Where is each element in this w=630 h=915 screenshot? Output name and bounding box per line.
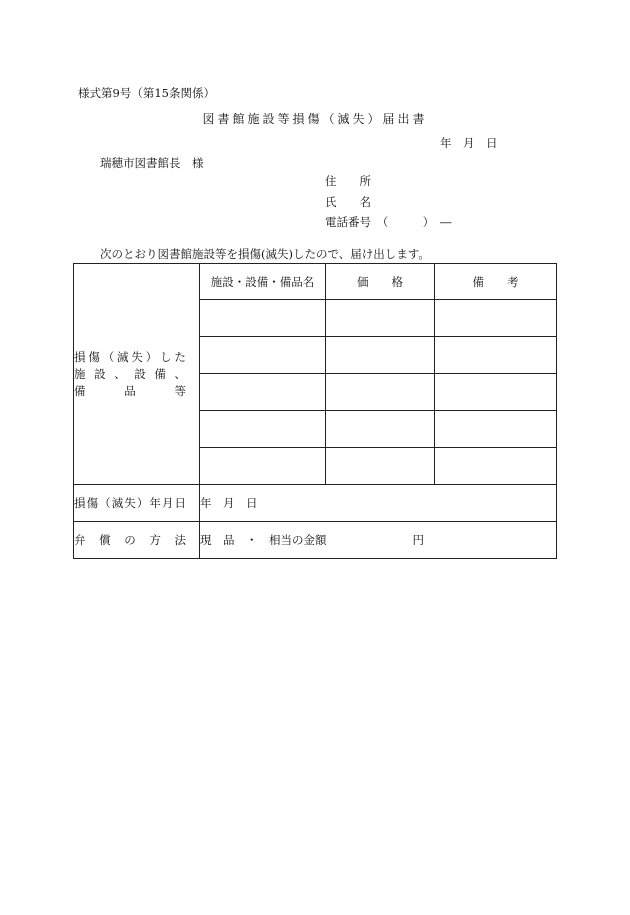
item-price-cell[interactable] xyxy=(326,411,435,448)
label-char: 備 xyxy=(74,383,86,398)
item-name-cell[interactable] xyxy=(200,337,326,374)
item-note-cell[interactable] xyxy=(435,337,557,374)
label-char: 失 xyxy=(124,495,136,510)
label-char: 傷 xyxy=(88,349,100,364)
damaged-label-line3 xyxy=(74,383,186,400)
damaged-label-line2 xyxy=(74,366,186,383)
label-char: 滅 xyxy=(117,349,129,364)
intro-text: 次のとおり図書館施設等を損傷(滅失)したので、届け出します。 xyxy=(100,247,430,261)
label-char: 損 xyxy=(74,349,86,364)
compensation-options: 現 品 ・ 相当の金額 xyxy=(200,533,327,547)
item-name-cell[interactable] xyxy=(200,374,326,411)
damage-report-table xyxy=(73,263,557,559)
label-char: （ xyxy=(99,495,111,510)
label-char: 損 xyxy=(74,495,86,510)
yen-unit: 円 xyxy=(412,533,424,547)
label-char: 設 xyxy=(94,366,106,381)
item-name-cell[interactable] xyxy=(200,411,326,448)
label-char: 、 xyxy=(174,366,186,381)
sender-name-label: 氏 名 xyxy=(325,195,371,209)
label-char: 年 xyxy=(149,495,161,510)
item-price-cell[interactable] xyxy=(326,300,435,337)
item-name-cell[interactable] xyxy=(200,448,326,485)
item-price-cell[interactable] xyxy=(326,337,435,374)
label-char: 弁 xyxy=(74,532,86,547)
label-char: 施 xyxy=(74,366,86,381)
label-char: 滅 xyxy=(111,495,124,510)
addressee: 瑞穂市図書館長 様 xyxy=(100,156,204,170)
compensation-method-value[interactable] xyxy=(200,522,557,559)
label-char: （ xyxy=(102,349,115,364)
sender-address-label: 住 所 xyxy=(325,174,371,188)
item-note-cell[interactable] xyxy=(435,411,557,448)
label-char: 備 xyxy=(154,366,166,381)
label-char: 等 xyxy=(174,383,186,398)
label-char: 法 xyxy=(174,532,186,547)
item-name-cell[interactable] xyxy=(200,300,326,337)
submission-date: 年 月 日 xyxy=(440,136,498,150)
header-note: 備 考 xyxy=(435,264,557,300)
label-char: 償 xyxy=(99,532,111,547)
header-price: 価 格 xyxy=(326,264,435,300)
item-note-cell[interactable] xyxy=(435,448,557,485)
damaged-label-line1 xyxy=(74,349,186,366)
label-char: ） xyxy=(136,495,149,510)
form-number: 様式第9号（第15条関係） xyxy=(78,86,215,100)
damage-date-label xyxy=(74,485,200,522)
label-char: 品 xyxy=(124,383,136,398)
label-char: ） xyxy=(145,349,158,364)
item-price-cell[interactable] xyxy=(326,448,435,485)
sender-phone-label: 電話番号 （ ） ― xyxy=(325,215,452,229)
label-char: 月 xyxy=(161,495,174,510)
damage-date-value[interactable]: 年 月 日 xyxy=(200,485,557,522)
label-char: し xyxy=(160,349,172,364)
label-char: 傷 xyxy=(86,495,99,510)
label-char: 、 xyxy=(114,366,126,381)
damage-date-label-text xyxy=(74,495,186,512)
label-char: 失 xyxy=(131,349,143,364)
label-char: 方 xyxy=(149,532,161,547)
document-title: 図書館施設等損傷（滅失）届出書 xyxy=(202,112,428,126)
label-char: 日 xyxy=(174,495,186,510)
label-char: た xyxy=(174,349,186,364)
item-price-cell[interactable] xyxy=(326,374,435,411)
item-note-cell[interactable] xyxy=(435,300,557,337)
damaged-items-label xyxy=(74,264,200,485)
label-char: 設 xyxy=(134,366,146,381)
header-item-name: 施設・設備・備品名 xyxy=(200,264,326,300)
compensation-method-label xyxy=(74,522,200,559)
item-note-cell[interactable] xyxy=(435,374,557,411)
label-char: の xyxy=(124,532,136,547)
compensation-label-text xyxy=(74,532,186,549)
